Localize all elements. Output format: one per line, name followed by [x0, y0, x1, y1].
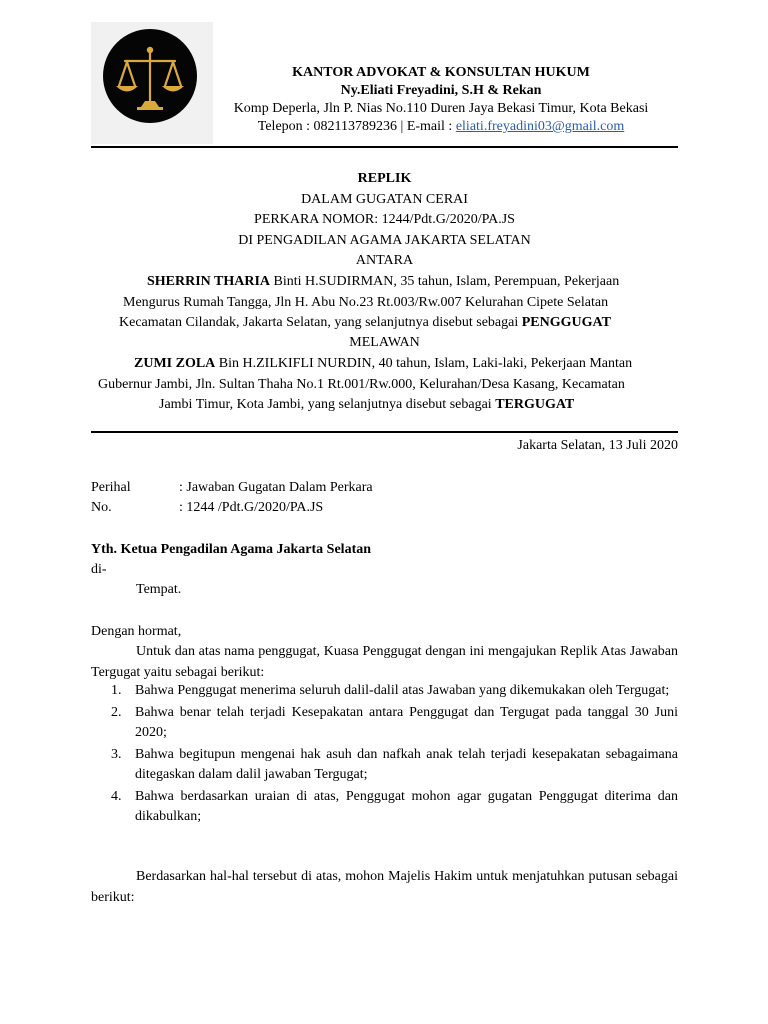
plaintiff-block [91, 272, 678, 334]
plaintiff-line2: Mengurus Rumah Tangga, Jln H. Abu No.23 Rt.003/Rw.007 Kelurahan Cipete Selatan [123, 294, 609, 310]
email-link[interactable]: eliati.freyadini03@gmail.com [455, 119, 625, 134]
perihal-label: Perihal [91, 480, 131, 495]
versus-label: MELAWAN [349, 335, 420, 350]
advocate-name: Ny.Eliati Freyadini, S.H & Rekan [340, 83, 542, 98]
number-value: : 1244 /Pdt.G/2020/PA.JS [179, 500, 324, 515]
addressee-line: Yth. Ketua Pengadilan Agama Jakarta Selatan [91, 542, 372, 557]
letterhead-divider [91, 146, 678, 148]
firm-name: KANTOR ADVOKAT & KONSULTAN HUKUM [292, 65, 590, 80]
addressee-di: di- [91, 562, 107, 577]
plaintiff-line1: SHERRIN THARIA Binti H.SUDIRMAN, 35 tahun, Islam, Perempuan, Pekerjaan [147, 274, 620, 289]
plaintiff-line3: Kecamatan Cilandak, Jakarta Selatan, yang selanjutnya disebut sebagai PENGGUGAT [119, 315, 611, 330]
list-item: 4. Bahwa berdasarkan uraian di atas, Penggugat mohon agar gugatan Penggugat diterima dan dikabulkan; [111, 788, 678, 824]
addressee-place: Tempat. [136, 582, 182, 597]
court-name: DI PENGADILAN AGAMA JAKARTA SELATAN [238, 232, 531, 248]
closing-paragraph: Berdasarkan hal-hal tersebut di atas, mohon Majelis Hakim untuk menjatuhkan putusan sebagai berikut: [91, 869, 678, 905]
plaintiff-name: SHERRIN THARIA [147, 274, 271, 289]
defendant-role: TERGUGAT [495, 397, 575, 412]
case-number: PERKARA NOMOR: 1244/Pdt.G/2020/PA.JS [254, 212, 515, 227]
intro-paragraph: Untuk dan atas nama penggugat, Kuasa Penggugat dengan ini mengajukan Replik Atas Jawaban Tergugat yaitu sebagai berikut: [91, 644, 678, 680]
defendant-name: ZUMI ZOLA [134, 356, 216, 371]
defendant-line3: Jambi Timur, Kota Jambi, yang selanjutnya disebut sebagai TERGUGAT [159, 397, 575, 412]
section-divider [91, 431, 678, 433]
list-item: 2. Bahwa benar telah terjadi Kesepakatan antara Penggugat dan Tergugat pada tanggal 30 Juni 2020; [111, 704, 678, 740]
scales-of-justice-icon [103, 29, 197, 123]
doc-title: REPLIK [357, 171, 412, 186]
points-list [91, 681, 678, 829]
letterhead [91, 22, 678, 144]
plaintiff-role: PENGGUGAT [521, 315, 611, 330]
letterhead-text [213, 64, 669, 136]
letter-date: Jakarta Selatan, 13 Juli 2020 [517, 438, 678, 453]
contact-line [213, 118, 669, 136]
phone-label: Telepon : 082113789236 | E-mail : [257, 119, 456, 134]
perihal-value: : Jawaban Gugatan Dalam Perkara [179, 480, 373, 495]
defendant-block [91, 354, 678, 416]
antara-label: ANTARA [355, 253, 414, 268]
doc-subtitle: DALAM GUGATAN CERAI [301, 191, 468, 207]
list-item: 3. Bahwa begitupun mengenai hak asuh dan nafkah anak telah terjadi kesepakatan sebagaimana ditegaskan dalam dalil jawaban Tergugat; [111, 746, 678, 782]
firm-address: Komp Deperla, Jln P. Nias No.110 Duren Jaya Bekasi Timur, Kota Bekasi [233, 101, 649, 116]
defendant-line1: ZUMI ZOLA Bin H.ZILKIFLI NURDIN, 40 tahun, Islam, Laki-laki, Pekerjaan Mantan [134, 356, 633, 371]
defendant-line2: Gubernur Jambi, Jln. Sultan Thaha No.1 Rt.001/Rw.000, Kelurahan/Desa Kasang, Kecamatan [98, 376, 625, 392]
salutation: Dengan hormat, [91, 624, 182, 639]
number-label: No. [91, 500, 112, 515]
logo-box [91, 22, 213, 144]
case-title [91, 169, 678, 272]
list-item: 1. Bahwa Penggugat menerima seluruh dalil-dalil atas Jawaban yang dikemukakan oleh Tergugat; [111, 683, 670, 698]
